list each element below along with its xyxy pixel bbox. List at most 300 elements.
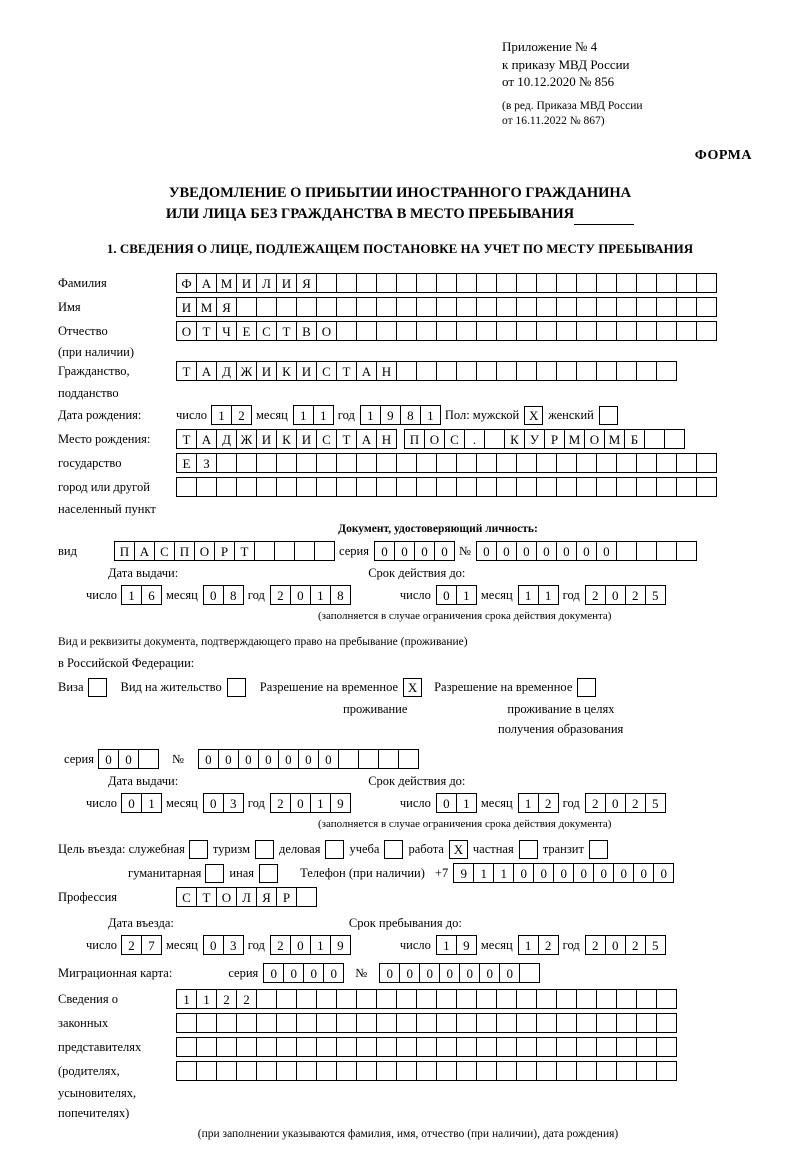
phone-cells[interactable] <box>453 863 673 883</box>
form-cell[interactable] <box>378 749 399 769</box>
form-cell[interactable] <box>576 361 597 381</box>
form-cell[interactable] <box>376 477 397 497</box>
form-cell[interactable] <box>259 864 278 883</box>
form-cell[interactable]: 9 <box>456 935 477 955</box>
form-cell[interactable]: Б <box>624 429 645 449</box>
permit-valid-year-cells[interactable] <box>585 793 665 813</box>
form-cell[interactable] <box>476 361 497 381</box>
form-cell[interactable]: Е <box>176 453 197 473</box>
edu-residence-box[interactable] <box>577 678 596 697</box>
form-cell[interactable]: С <box>444 429 465 449</box>
form-cell[interactable]: 0 <box>593 863 614 883</box>
form-cell[interactable]: Т <box>336 429 357 449</box>
doc-valid-day-cells[interactable] <box>436 585 476 605</box>
form-cell[interactable] <box>656 1061 677 1081</box>
form-cell[interactable] <box>636 273 657 293</box>
form-cell[interactable]: Т <box>176 361 197 381</box>
form-cell[interactable] <box>296 1013 317 1033</box>
form-cell[interactable] <box>436 1037 457 1057</box>
form-cell[interactable] <box>616 1061 637 1081</box>
form-cell[interactable] <box>536 1061 557 1081</box>
form-cell[interactable]: 2 <box>121 935 142 955</box>
form-cell[interactable] <box>656 541 677 561</box>
form-cell[interactable]: 1 <box>436 935 457 955</box>
form-cell[interactable]: 1 <box>310 793 331 813</box>
form-cell[interactable] <box>314 541 335 561</box>
form-cell[interactable] <box>336 297 357 317</box>
form-cell[interactable] <box>396 477 417 497</box>
form-cell[interactable]: 0 <box>436 793 457 813</box>
form-cell[interactable] <box>336 453 357 473</box>
form-cell[interactable]: Е <box>236 321 257 341</box>
form-cell[interactable] <box>196 1037 217 1057</box>
form-cell[interactable] <box>436 1013 457 1033</box>
form-cell[interactable]: 5 <box>645 585 666 605</box>
form-cell[interactable] <box>476 453 497 473</box>
purpose-study-box[interactable] <box>384 840 403 859</box>
form-cell[interactable]: 1 <box>211 405 232 425</box>
form-cell[interactable] <box>496 1061 517 1081</box>
form-cell[interactable] <box>496 297 517 317</box>
form-cell[interactable] <box>556 321 577 341</box>
form-cell[interactable] <box>636 989 657 1009</box>
form-cell[interactable]: 0 <box>436 585 457 605</box>
birth-year-cells[interactable] <box>360 405 440 425</box>
form-cell[interactable] <box>276 453 297 473</box>
form-cell[interactable]: 1 <box>293 405 314 425</box>
permit-number-cells[interactable] <box>198 749 418 769</box>
form-cell[interactable] <box>536 1013 557 1033</box>
form-cell[interactable] <box>416 989 437 1009</box>
form-cell[interactable]: Л <box>236 887 257 907</box>
form-cell[interactable]: О <box>176 321 197 341</box>
form-cell[interactable] <box>396 453 417 473</box>
form-cell[interactable] <box>596 297 617 317</box>
form-cell[interactable] <box>596 477 617 497</box>
form-cell[interactable] <box>396 1013 417 1033</box>
form-cell[interactable]: М <box>196 297 217 317</box>
form-cell[interactable] <box>376 321 397 341</box>
form-cell[interactable] <box>596 453 617 473</box>
form-cell[interactable] <box>396 989 417 1009</box>
form-cell[interactable]: 1 <box>141 793 162 813</box>
form-cell[interactable] <box>596 1061 617 1081</box>
form-cell[interactable] <box>576 297 597 317</box>
form-cell[interactable] <box>656 453 677 473</box>
form-cell[interactable]: П <box>174 541 195 561</box>
form-cell[interactable] <box>519 963 540 983</box>
form-cell[interactable] <box>416 273 437 293</box>
form-cell[interactable] <box>616 477 637 497</box>
form-cell[interactable] <box>436 321 457 341</box>
entry-month-cells[interactable] <box>203 935 243 955</box>
form-cell[interactable] <box>616 453 637 473</box>
form-cell[interactable] <box>599 406 618 425</box>
form-cell[interactable] <box>396 297 417 317</box>
form-cell[interactable]: К <box>276 429 297 449</box>
entry-day-cells[interactable] <box>121 935 161 955</box>
stay-month-cells[interactable] <box>518 935 558 955</box>
form-cell[interactable]: С <box>316 429 337 449</box>
form-cell[interactable]: О <box>584 429 605 449</box>
form-cell[interactable]: 0 <box>379 963 400 983</box>
form-cell[interactable]: О <box>194 541 215 561</box>
form-cell[interactable]: 1 <box>518 935 539 955</box>
form-cell[interactable]: 9 <box>330 935 351 955</box>
form-cell[interactable] <box>496 477 517 497</box>
form-cell[interactable] <box>376 297 397 317</box>
form-cell[interactable]: О <box>424 429 445 449</box>
form-cell[interactable]: 2 <box>585 585 606 605</box>
birth-day-cells[interactable] <box>211 405 251 425</box>
form-cell[interactable] <box>316 453 337 473</box>
form-cell[interactable] <box>476 297 497 317</box>
sex-male-box[interactable] <box>524 406 543 425</box>
form-cell[interactable]: Т <box>336 361 357 381</box>
form-cell[interactable] <box>516 273 537 293</box>
form-cell[interactable] <box>556 477 577 497</box>
form-cell[interactable] <box>577 678 596 697</box>
form-cell[interactable] <box>496 1037 517 1057</box>
form-cell[interactable] <box>336 321 357 341</box>
form-cell[interactable] <box>476 1013 497 1033</box>
form-cell[interactable] <box>616 541 637 561</box>
form-cell[interactable] <box>696 297 717 317</box>
temp-residence-box[interactable] <box>403 678 422 697</box>
form-cell[interactable] <box>196 1013 217 1033</box>
birth-city-cells-row2[interactable] <box>176 453 716 473</box>
form-cell[interactable] <box>176 1013 197 1033</box>
form-cell[interactable]: 5 <box>645 793 666 813</box>
form-cell[interactable] <box>516 477 537 497</box>
form-cell[interactable]: 2 <box>231 405 252 425</box>
form-cell[interactable]: 0 <box>476 541 497 561</box>
form-cell[interactable] <box>596 361 617 381</box>
form-cell[interactable] <box>456 321 477 341</box>
form-cell[interactable] <box>256 1037 277 1057</box>
form-cell[interactable] <box>576 477 597 497</box>
visa-box[interactable] <box>88 678 107 697</box>
form-cell[interactable]: 6 <box>141 585 162 605</box>
form-cell[interactable]: 3 <box>223 793 244 813</box>
form-cell[interactable]: Р <box>544 429 565 449</box>
form-cell[interactable] <box>416 321 437 341</box>
form-cell[interactable] <box>496 321 517 341</box>
form-cell[interactable]: 2 <box>625 585 646 605</box>
form-cell[interactable] <box>436 361 457 381</box>
form-cell[interactable]: 0 <box>516 541 537 561</box>
form-cell[interactable]: 0 <box>605 935 626 955</box>
form-cell[interactable] <box>696 273 717 293</box>
form-cell[interactable] <box>516 1061 537 1081</box>
form-cell[interactable]: Т <box>276 321 297 341</box>
form-cell[interactable]: И <box>276 273 297 293</box>
form-cell[interactable]: 2 <box>270 935 291 955</box>
form-cell[interactable] <box>616 1037 637 1057</box>
form-cell[interactable] <box>356 1061 377 1081</box>
form-cell[interactable] <box>396 273 417 293</box>
permit-issue-year-cells[interactable] <box>270 793 350 813</box>
form-cell[interactable] <box>576 321 597 341</box>
form-cell[interactable] <box>138 749 159 769</box>
form-cell[interactable]: С <box>154 541 175 561</box>
profession-cells[interactable] <box>176 887 316 907</box>
form-cell[interactable]: 0 <box>374 541 395 561</box>
form-cell[interactable] <box>376 1013 397 1033</box>
form-cell[interactable] <box>296 989 317 1009</box>
form-cell[interactable]: 1 <box>456 585 477 605</box>
form-cell[interactable] <box>696 453 717 473</box>
form-cell[interactable]: 1 <box>313 405 334 425</box>
form-cell[interactable]: И <box>176 297 197 317</box>
form-cell[interactable] <box>356 989 377 1009</box>
form-cell[interactable] <box>316 1013 337 1033</box>
form-cell[interactable] <box>254 541 275 561</box>
form-cell[interactable] <box>376 989 397 1009</box>
form-cell[interactable] <box>536 361 557 381</box>
form-cell[interactable]: X <box>449 840 468 859</box>
form-cell[interactable]: 0 <box>653 863 674 883</box>
form-cell[interactable]: 0 <box>290 935 311 955</box>
form-cell[interactable] <box>556 989 577 1009</box>
form-cell[interactable] <box>276 297 297 317</box>
form-cell[interactable] <box>227 678 246 697</box>
stay-day-cells[interactable] <box>436 935 476 955</box>
form-cell[interactable]: 1 <box>493 863 514 883</box>
form-cell[interactable]: 0 <box>613 863 634 883</box>
form-cell[interactable] <box>519 840 538 859</box>
form-cell[interactable] <box>416 1061 437 1081</box>
permit-issue-month-cells[interactable] <box>203 793 243 813</box>
form-cell[interactable] <box>436 453 457 473</box>
form-cell[interactable]: А <box>134 541 155 561</box>
form-cell[interactable] <box>256 453 277 473</box>
doc-valid-year-cells[interactable] <box>585 585 665 605</box>
form-cell[interactable]: 0 <box>290 793 311 813</box>
form-cell[interactable] <box>516 989 537 1009</box>
form-cell[interactable]: 0 <box>499 963 520 983</box>
form-cell[interactable] <box>396 1061 417 1081</box>
residence-permit-box[interactable] <box>227 678 246 697</box>
form-cell[interactable]: 0 <box>121 793 142 813</box>
form-cell[interactable] <box>316 477 337 497</box>
form-cell[interactable]: В <box>296 321 317 341</box>
form-cell[interactable]: 0 <box>278 749 299 769</box>
form-cell[interactable]: 2 <box>585 793 606 813</box>
form-cell[interactable] <box>476 477 497 497</box>
form-cell[interactable]: 2 <box>625 935 646 955</box>
form-cell[interactable] <box>356 297 377 317</box>
form-cell[interactable]: 0 <box>533 863 554 883</box>
form-cell[interactable] <box>255 840 274 859</box>
form-cell[interactable] <box>256 297 277 317</box>
form-cell[interactable] <box>376 273 397 293</box>
form-cell[interactable]: 0 <box>283 963 304 983</box>
form-cell[interactable]: 0 <box>459 963 480 983</box>
form-cell[interactable] <box>496 1013 517 1033</box>
form-cell[interactable] <box>276 989 297 1009</box>
form-cell[interactable] <box>336 1061 357 1081</box>
form-cell[interactable] <box>356 1037 377 1057</box>
form-cell[interactable] <box>456 1037 477 1057</box>
legal-rep-cells-row3[interactable] <box>176 1037 676 1057</box>
form-cell[interactable]: 1 <box>420 405 441 425</box>
form-cell[interactable]: 1 <box>456 793 477 813</box>
form-cell[interactable]: М <box>564 429 585 449</box>
form-cell[interactable] <box>196 1061 217 1081</box>
permit-issue-day-cells[interactable] <box>121 793 161 813</box>
migration-number-cells[interactable] <box>379 963 539 983</box>
form-cell[interactable]: С <box>316 361 337 381</box>
form-cell[interactable] <box>396 321 417 341</box>
form-cell[interactable]: 0 <box>633 863 654 883</box>
form-cell[interactable]: 1 <box>360 405 381 425</box>
legal-rep-cells-row4[interactable] <box>176 1061 676 1081</box>
permit-series-cells[interactable] <box>98 749 158 769</box>
form-cell[interactable] <box>656 1013 677 1033</box>
form-cell[interactable] <box>316 297 337 317</box>
form-cell[interactable]: З <box>196 453 217 473</box>
form-cell[interactable] <box>476 1061 497 1081</box>
form-cell[interactable]: Д <box>216 429 237 449</box>
form-cell[interactable] <box>656 273 677 293</box>
form-cell[interactable] <box>496 273 517 293</box>
form-cell[interactable] <box>456 989 477 1009</box>
form-cell[interactable] <box>325 840 344 859</box>
form-cell[interactable] <box>88 678 107 697</box>
form-cell[interactable]: Р <box>276 887 297 907</box>
form-cell[interactable] <box>676 541 697 561</box>
doc-number-cells[interactable] <box>476 541 696 561</box>
form-cell[interactable] <box>676 453 697 473</box>
form-cell[interactable] <box>356 321 377 341</box>
form-cell[interactable] <box>516 321 537 341</box>
form-cell[interactable] <box>436 297 457 317</box>
form-cell[interactable] <box>176 1061 197 1081</box>
form-cell[interactable]: 9 <box>330 793 351 813</box>
form-cell[interactable] <box>456 361 477 381</box>
form-cell[interactable] <box>436 989 457 1009</box>
form-cell[interactable]: Т <box>176 429 197 449</box>
form-cell[interactable] <box>536 1037 557 1057</box>
form-cell[interactable]: 2 <box>538 935 559 955</box>
form-cell[interactable]: 2 <box>270 793 291 813</box>
form-cell[interactable] <box>256 477 277 497</box>
form-cell[interactable] <box>556 1061 577 1081</box>
form-cell[interactable]: 0 <box>479 963 500 983</box>
form-cell[interactable]: 0 <box>198 749 219 769</box>
form-cell[interactable] <box>484 429 505 449</box>
form-cell[interactable] <box>596 273 617 293</box>
form-cell[interactable] <box>616 989 637 1009</box>
form-cell[interactable] <box>205 864 224 883</box>
form-cell[interactable] <box>456 453 477 473</box>
form-cell[interactable] <box>476 273 497 293</box>
birth-city-cells-row1[interactable] <box>404 429 684 449</box>
form-cell[interactable]: 0 <box>553 863 574 883</box>
form-cell[interactable] <box>536 297 557 317</box>
form-cell[interactable] <box>216 453 237 473</box>
form-cell[interactable]: 0 <box>605 585 626 605</box>
form-cell[interactable] <box>436 1061 457 1081</box>
form-cell[interactable]: К <box>276 361 297 381</box>
form-cell[interactable] <box>416 297 437 317</box>
form-cell[interactable]: О <box>316 321 337 341</box>
form-cell[interactable] <box>556 453 577 473</box>
form-cell[interactable] <box>656 477 677 497</box>
form-cell[interactable]: А <box>196 429 217 449</box>
form-cell[interactable] <box>236 477 257 497</box>
form-cell[interactable] <box>276 477 297 497</box>
form-cell[interactable] <box>536 453 557 473</box>
form-cell[interactable] <box>696 321 717 341</box>
purpose-humanitarian-box[interactable] <box>205 864 224 883</box>
form-cell[interactable] <box>596 321 617 341</box>
purpose-business-box[interactable] <box>325 840 344 859</box>
form-cell[interactable]: Т <box>234 541 255 561</box>
form-cell[interactable]: 1 <box>310 935 331 955</box>
form-cell[interactable] <box>536 273 557 293</box>
form-cell[interactable]: И <box>236 273 257 293</box>
form-cell[interactable] <box>296 297 317 317</box>
form-cell[interactable]: 0 <box>536 541 557 561</box>
form-cell[interactable]: М <box>604 429 625 449</box>
form-cell[interactable] <box>236 453 257 473</box>
permit-valid-day-cells[interactable] <box>436 793 476 813</box>
form-cell[interactable]: Ж <box>236 429 257 449</box>
form-cell[interactable] <box>656 321 677 341</box>
form-cell[interactable]: 0 <box>496 541 517 561</box>
permit-valid-month-cells[interactable] <box>518 793 558 813</box>
form-cell[interactable] <box>476 989 497 1009</box>
form-cell[interactable] <box>516 1037 537 1057</box>
form-cell[interactable] <box>456 477 477 497</box>
form-cell[interactable] <box>416 1013 437 1033</box>
form-cell[interactable] <box>416 361 437 381</box>
entry-year-cells[interactable] <box>270 935 350 955</box>
form-cell[interactable]: 0 <box>596 541 617 561</box>
form-cell[interactable]: Ф <box>176 273 197 293</box>
form-cell[interactable]: П <box>114 541 135 561</box>
form-cell[interactable] <box>296 477 317 497</box>
form-cell[interactable] <box>576 273 597 293</box>
form-cell[interactable] <box>256 1061 277 1081</box>
form-cell[interactable] <box>616 297 637 317</box>
form-cell[interactable] <box>436 477 457 497</box>
form-cell[interactable] <box>456 1013 477 1033</box>
form-cell[interactable] <box>496 453 517 473</box>
form-cell[interactable] <box>516 453 537 473</box>
form-cell[interactable] <box>636 321 657 341</box>
form-cell[interactable] <box>536 321 557 341</box>
purpose-transit-box[interactable] <box>589 840 608 859</box>
form-cell[interactable] <box>296 1037 317 1057</box>
form-cell[interactable] <box>456 1061 477 1081</box>
form-cell[interactable]: С <box>176 887 197 907</box>
form-cell[interactable] <box>516 361 537 381</box>
form-cell[interactable] <box>476 1037 497 1057</box>
form-cell[interactable]: О <box>216 887 237 907</box>
form-cell[interactable] <box>436 273 457 293</box>
form-cell[interactable] <box>216 1013 237 1033</box>
name-cells[interactable] <box>176 297 716 317</box>
form-cell[interactable] <box>616 361 637 381</box>
form-cell[interactable] <box>476 321 497 341</box>
form-cell[interactable]: А <box>196 273 217 293</box>
sex-female-box[interactable] <box>599 406 618 425</box>
form-cell[interactable]: Я <box>216 297 237 317</box>
form-cell[interactable] <box>356 273 377 293</box>
